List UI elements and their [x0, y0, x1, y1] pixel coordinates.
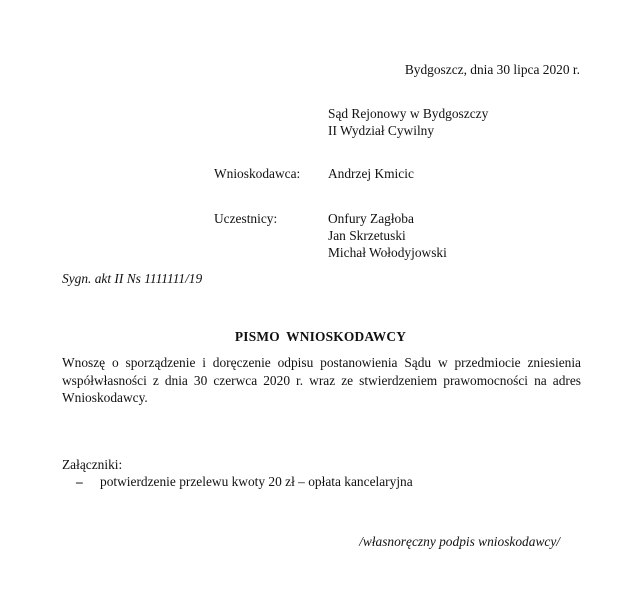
dash-bullet-icon: –	[76, 474, 83, 489]
court-address	[328, 105, 488, 139]
court-division: II Wydział Cywilny	[328, 123, 435, 138]
participant-name: Onfury Zagłoba	[328, 211, 414, 226]
body-line: współwłasności z dnia 30 czerwca 2020 r. wraz ze stwierdzeniem prawomocności na adres	[62, 372, 581, 388]
attachments-label: Załączniki:	[62, 457, 123, 472]
document-body	[62, 354, 581, 407]
place-and-date: Bydgoszcz, dnia 30 lipca 2020 r.	[404, 62, 580, 77]
document-title: PISMO WNIOSKODAWCY	[234, 329, 407, 344]
participant-name: Jan Skrzetuski	[328, 228, 406, 243]
participants-label: Uczestnicy:	[214, 211, 278, 226]
court-name: Sąd Rejonowy w Bydgoszczy	[328, 106, 489, 121]
participant-name: Michał Wołodyjowski	[328, 245, 447, 260]
case-signature: Sygn. akt II Ns 1111111/19	[62, 271, 203, 286]
applicant-label: Wnioskodawca:	[214, 166, 301, 181]
body-line: Wnoszę o sporządzenie i doręczenie odpisu postanowienia Sądu w przedmiocie zniesienia	[62, 355, 581, 370]
signature-note: /własnoręczny podpis wnioskodawcy/	[359, 534, 560, 549]
body-line: Wnioskodawcy.	[62, 390, 148, 405]
applicant-name: Andrzej Kmicic	[328, 166, 414, 181]
participants-list	[328, 210, 447, 261]
attachment-text: potwierdzenie przelewu kwoty 20 zł – opłata kancelaryjna	[100, 474, 413, 489]
